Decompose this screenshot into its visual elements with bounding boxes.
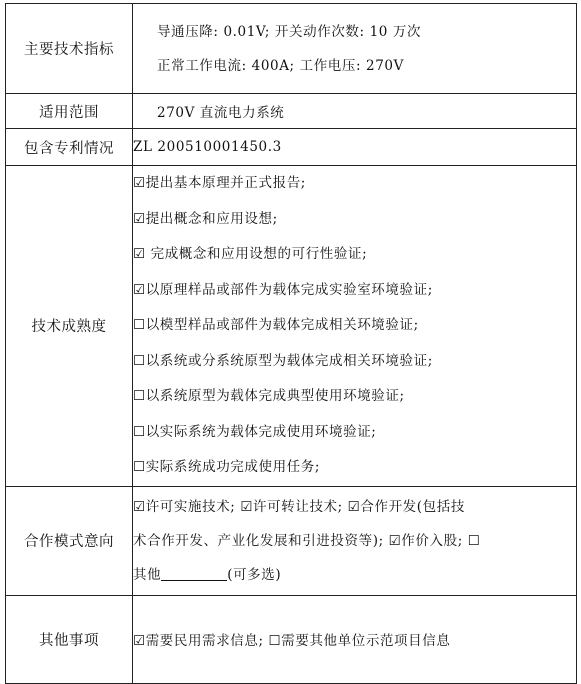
label-other: 其他事项 xyxy=(6,595,133,683)
row-patent xyxy=(6,129,577,166)
value-other xyxy=(133,595,577,683)
value-cooperation xyxy=(133,486,577,595)
cooperation-other-blank[interactable] xyxy=(161,566,227,581)
cooperation-other-label: 其他 xyxy=(133,566,162,583)
cooperation-multi-select-note: (可多选) xyxy=(227,566,282,583)
maturity-option-4[interactable]: ☑以原理样品或部件为载体完成实验室环境验证; xyxy=(133,281,433,298)
value-main-spec xyxy=(133,4,577,94)
other-options[interactable]: ☑需要民用需求信息; ☐需要其他单位示范项目信息 xyxy=(133,633,451,649)
maturity-option-3[interactable]: ☑ 完成概念和应用设想的可行性验证; xyxy=(133,246,368,262)
label-patent: 包含专利情况 xyxy=(6,129,133,166)
maturity-option-2[interactable]: ☑提出概念和应用设想; xyxy=(133,210,278,227)
row-main-spec xyxy=(6,4,577,94)
range-text: 270V 直流电力系统 xyxy=(157,105,285,121)
row-other xyxy=(6,595,577,683)
value-range xyxy=(133,94,577,129)
value-patent xyxy=(133,129,577,166)
spec-line-2: 正常工作电流: 400A; 工作电压: 270V xyxy=(157,57,404,74)
value-maturity xyxy=(133,166,577,487)
row-maturity xyxy=(6,166,577,487)
cooperation-line-2[interactable]: 术合作开发、产业化发展和引进投资等); ☑作价入股; ☐ xyxy=(133,532,481,549)
label-cooperation: 合作模式意向 xyxy=(6,486,133,595)
label-maturity: 技术成熟度 xyxy=(6,166,133,487)
maturity-option-8[interactable]: ☐以实际系统为载体完成使用环境验证; xyxy=(133,423,377,440)
spec-table xyxy=(5,3,577,684)
maturity-option-9[interactable]: ☐实际系统成功完成使用任务; xyxy=(133,459,321,475)
label-main-spec: 主要技术指标 xyxy=(6,4,133,94)
row-cooperation xyxy=(6,486,577,595)
maturity-option-1[interactable]: ☑提出基本原理并正式报告; xyxy=(133,175,306,191)
maturity-option-6[interactable]: ☐以系统或分系统原型为载体完成相关环境验证; xyxy=(133,352,433,369)
label-range: 适用范围 xyxy=(6,94,133,129)
cooperation-line-3 xyxy=(133,558,576,592)
cooperation-line-1[interactable]: ☑许可实施技术; ☑许可转让技术; ☑合作开发(包括技 xyxy=(133,498,465,515)
patent-number: ZL 200510001450.3 xyxy=(133,139,282,155)
maturity-option-7[interactable]: ☐以系统原型为载体完成典型使用环境验证; xyxy=(133,388,405,404)
maturity-option-5[interactable]: ☐以模型样品或部件为载体完成相关环境验证; xyxy=(133,317,419,333)
row-range xyxy=(6,94,577,129)
spec-line-1: 导通压降: 0.01V; 开关动作次数: 10 万次 xyxy=(157,23,422,40)
